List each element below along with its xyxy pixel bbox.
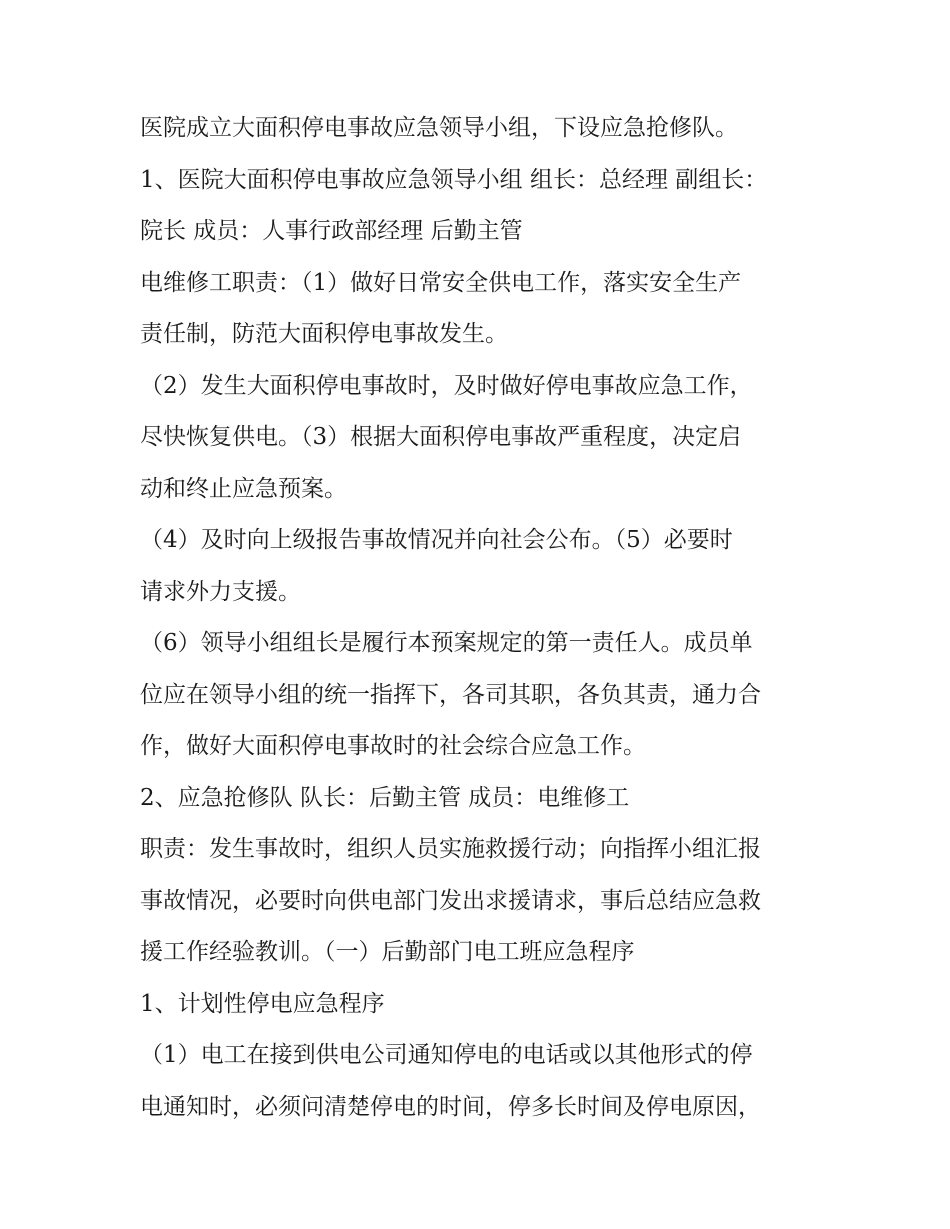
text-line: （1）电工在接到供电公司通知停电的电话或以其他形式的停 [140,1042,753,1068]
text-line: 1、计划性停电应急程序 [140,991,385,1017]
text-line: 请求外力支援。 [140,579,301,605]
text-line: 院长 成员：人事行政部经理 后勤主管 [140,218,523,244]
text-line: 2、应急抢修队 队长：后勤主管 成员：电维修工 [140,785,630,811]
text-line: 尽快恢复供电。（3）根据大面积停电事故严重程度，决定启 [140,424,742,450]
text-line: （2）发生大面积停电事故时，及时做好停电事故应急工作， [140,373,753,399]
text-line: （4）及时向上级报告事故情况并向社会公布。（5）必要时 [140,527,733,553]
text-line: 电维修工职责：（1）做好日常安全供电工作，落实安全生产 [140,270,742,296]
text-line: 电通知时，必须问清楚停电的时间，停多长时间及停电原因， [140,1094,761,1120]
text-line: 事故情况，必要时向供电部门发出求援请求，事后总结应急救 [140,888,761,914]
text-line: 作，做好大面积停电事故时的社会综合应急工作。 [140,733,646,759]
text-line: 位应在领导小组的统一指挥下，各司其职，各负其责，通力合 [140,682,761,708]
text-line: 1、医院大面积停电事故应急领导小组 组长：总经理 副组长： [140,167,768,193]
text-line: 援工作经验教训。（一）后勤部门电工班应急程序 [140,939,635,965]
text-line: 医院成立大面积停电事故应急领导小组，下设应急抢修队。 [140,115,738,141]
text-line: 动和终止应急预案。 [140,476,347,502]
text-line: （6）领导小组组长是履行本预案规定的第一责任人。成员单 [140,630,753,656]
text-line: 责任制，防范大面积停电事故发生。 [140,321,508,347]
text-line: 职责：发生事故时，组织人员实施救援行动；向指挥小组汇报 [140,836,761,862]
